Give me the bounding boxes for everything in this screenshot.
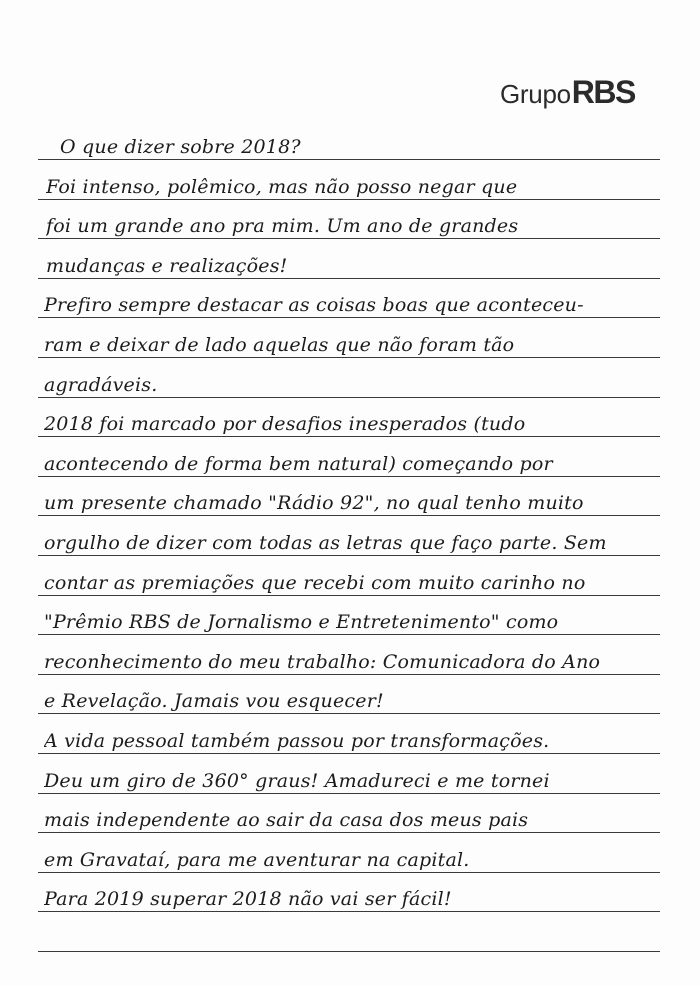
ruled-line <box>38 832 660 833</box>
ruled-line <box>38 357 660 358</box>
letter-line: reconhecimento do meu trabalho: Comunicadora do Ano <box>44 650 601 673</box>
letter-line: um presente chamado "Rádio 92", no qual tenho muito <box>44 492 584 515</box>
letter-line: acontecendo de forma bem natural) começando por <box>44 452 553 475</box>
letter-line: contar as premiações que recebi com muito carinho no <box>44 571 586 594</box>
letter-line: Para 2019 superar 2018 não vai ser fácil! <box>44 888 452 911</box>
ruled-line <box>38 595 660 596</box>
ruled-line <box>38 199 660 200</box>
letter-line: "Prêmio RBS de Jornalismo e Entretenimento" como <box>44 611 559 634</box>
letter-line: Prefiro sempre destacar as coisas boas que aconteceu- <box>44 294 584 317</box>
letter-line: mudanças e realizações! <box>46 254 288 277</box>
ruled-line <box>38 872 660 873</box>
ruled-line <box>38 911 660 912</box>
letter-line: ram e deixar de lado aquelas que não foram tão <box>44 334 515 356</box>
ruled-line <box>38 951 660 952</box>
logo-text-rbs: RBS <box>571 74 635 110</box>
grupo-rbs-logo <box>500 74 635 112</box>
ruled-line <box>38 238 660 239</box>
letter-line: A vida pessoal também passou por transformações. <box>44 730 550 752</box>
letter-line: O que dizer sobre 2018? <box>60 136 301 158</box>
ruled-line <box>38 476 660 477</box>
ruled-line <box>38 515 660 516</box>
letter-line: em Gravataí, para me aventurar na capital. <box>44 848 470 871</box>
letter-line: foi um grande ano pra mim. Um ano de grandes <box>46 215 519 238</box>
ruled-line <box>38 713 660 714</box>
ruled-line <box>38 793 660 794</box>
ruled-line <box>38 317 660 318</box>
ruled-line <box>38 753 660 754</box>
logo-text-grupo: Grupo <box>500 79 571 109</box>
letter-line: Deu um giro de 360° graus! Amadureci e me tornei <box>44 769 550 792</box>
ruled-line <box>38 278 660 279</box>
letter-line: e Revelação. Jamais vou esquecer! <box>44 690 384 713</box>
letter-line: Foi intenso, polêmico, mas não posso negar que <box>46 175 518 198</box>
ruled-line <box>38 397 660 398</box>
ruled-line <box>38 159 660 160</box>
letter-line: agradáveis. <box>44 373 158 396</box>
ruled-line <box>38 555 660 556</box>
letter-line: mais independente ao sair da casa dos meus pais <box>44 809 529 832</box>
letter-line: orgulho de dizer com todas as letras que faço parte. Sem <box>44 532 607 554</box>
ruled-line <box>38 674 660 675</box>
ruled-line <box>38 634 660 635</box>
ruled-line <box>38 436 660 437</box>
letter-line: 2018 foi marcado por desafios inesperados (tudo <box>44 413 526 436</box>
